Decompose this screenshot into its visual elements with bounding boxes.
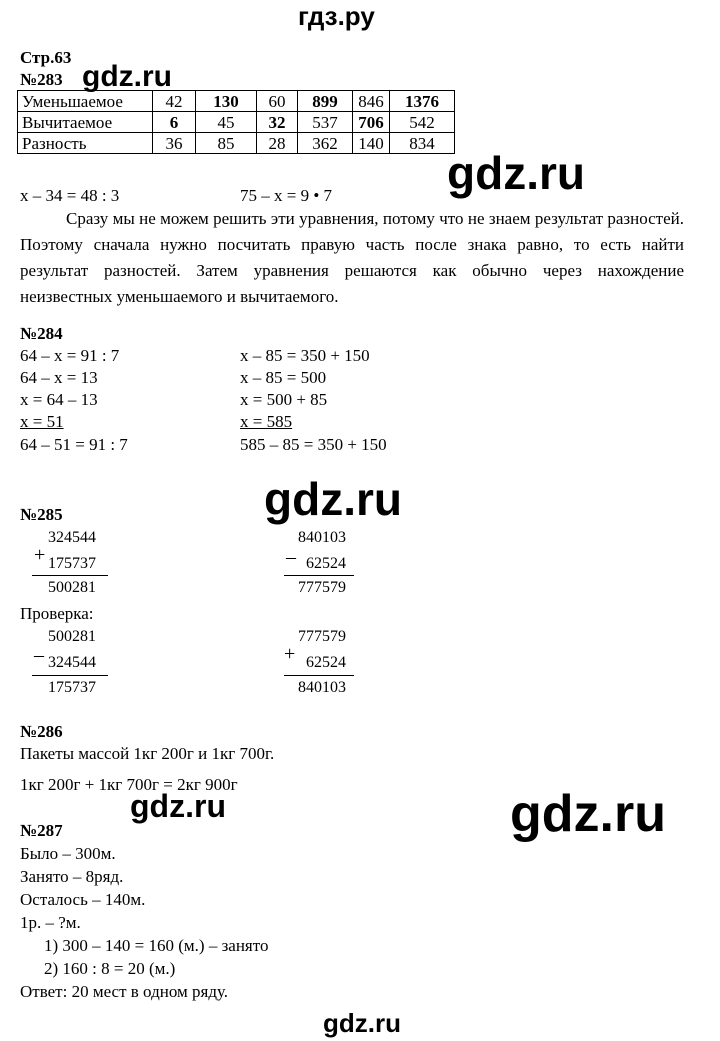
equation-line: 64 – x = 13 — [20, 368, 98, 387]
table-cell: 45 — [196, 112, 257, 133]
operand: 500281 — [48, 628, 96, 645]
watermark: gdz.ru — [447, 147, 585, 199]
table-row — [18, 112, 455, 133]
table-cell: 6 — [153, 112, 196, 133]
answer-underlined: x = 585 — [240, 412, 293, 431]
task-284-label: №284 — [20, 324, 63, 343]
result: 840103 — [298, 679, 346, 696]
table-cell: 1376 — [390, 91, 455, 112]
operand: 175737 — [48, 555, 96, 572]
text-line: Осталось – 140м. — [20, 890, 146, 909]
table-cell: 706 — [353, 112, 390, 133]
equation: 75 – x = 9 • 7 — [240, 186, 333, 205]
text-line: Пакеты массой 1кг 200г и 1кг 700г. — [20, 744, 275, 763]
sum-line — [284, 675, 354, 676]
watermark: gdz.ru — [510, 785, 666, 843]
plus-sign: + — [284, 643, 296, 665]
table-cell: 362 — [298, 133, 353, 154]
text-line: Было – 300м. — [20, 844, 116, 863]
equation: x – 34 = 48 : 3 — [20, 186, 120, 205]
table-cell: 130 — [196, 91, 257, 112]
table-cell: 32 — [257, 112, 298, 133]
table-cell: 42 — [153, 91, 196, 112]
watermark: gdz.ru — [264, 473, 402, 525]
text-line: 1р. – ?м. — [20, 913, 81, 932]
result: 175737 — [48, 679, 96, 696]
check-label: Проверка: — [20, 604, 94, 623]
operand: 840103 — [298, 529, 346, 546]
task-287-label: №287 — [20, 821, 63, 840]
table-cell: 542 — [390, 112, 455, 133]
plus-sign: + — [34, 544, 46, 566]
operand: 777579 — [298, 628, 346, 645]
answer-underlined: x = 51 — [20, 412, 64, 431]
solution-step: 1) 300 – 140 = 160 (м.) – занято — [44, 936, 269, 955]
site-title: гдз.ру — [298, 1, 375, 31]
row-header: Вычитаемое — [18, 112, 153, 133]
sum-line — [284, 575, 354, 576]
solution-step: 2) 160 : 8 = 20 (м.) — [44, 959, 176, 978]
row-header: Разность — [18, 133, 153, 154]
sum-line — [32, 675, 108, 676]
equation-line — [240, 413, 292, 430]
task-283-label: №283 — [20, 70, 63, 89]
result: 777579 — [298, 579, 346, 596]
page-ref: Стр.63 — [20, 48, 72, 67]
table-cell: 85 — [196, 133, 257, 154]
operand: 324544 — [48, 529, 96, 546]
table-row — [18, 91, 455, 112]
task-285-label: №285 — [20, 505, 63, 524]
equation-line: x – 85 = 500 — [240, 368, 327, 387]
explanation-paragraph: Сразу мы не можем решить эти уравнения, потому что не знаем результат разностей. Поэтому сначала нужно посчитать правую часть после знака равно, то есть найти результат разностей. Затем уравнения решаются как обычно через нахождение неизвестных уменьшаемого и вычитаемого. — [20, 209, 684, 306]
table-cell: 899 — [298, 91, 353, 112]
task-286-label: №286 — [20, 722, 63, 741]
equation-line: 64 – 51 = 91 : 7 — [20, 435, 128, 454]
watermark: gdz.ru — [130, 788, 226, 824]
answer-line: Ответ: 20 мест в одном ряду. — [20, 982, 229, 1001]
table-cell: 28 — [257, 133, 298, 154]
equation-line — [20, 413, 64, 430]
operand: 324544 — [48, 654, 96, 671]
table-row — [18, 133, 455, 154]
equation-line: 585 – 85 = 350 + 150 — [240, 435, 387, 454]
minus-sign: – — [286, 546, 296, 568]
equation-line: x = 500 + 85 — [240, 390, 328, 409]
table-cell: 140 — [353, 133, 390, 154]
table-cell: 60 — [257, 91, 298, 112]
task-283-table — [17, 90, 455, 154]
text-line: Занято – 8ряд. — [20, 867, 124, 886]
watermark-footer: gdz.ru — [323, 1008, 401, 1038]
table-cell: 846 — [353, 91, 390, 112]
table-cell: 36 — [153, 133, 196, 154]
operand: 62524 — [306, 654, 346, 671]
table-cell: 834 — [390, 133, 455, 154]
text-line: 1кг 200г + 1кг 700г = 2кг 900г — [20, 775, 238, 794]
sum-line — [32, 575, 108, 576]
result: 500281 — [48, 579, 96, 596]
row-header: Уменьшаемое — [18, 91, 153, 112]
minus-sign: – — [34, 644, 44, 666]
table-cell: 537 — [298, 112, 353, 133]
equation-line: x = 64 – 13 — [20, 390, 98, 409]
equation-line: 64 – x = 91 : 7 — [20, 346, 120, 365]
operand: 62524 — [306, 555, 346, 572]
watermark: gdz.ru — [82, 60, 172, 93]
equation-line: x – 85 = 350 + 150 — [240, 346, 370, 365]
